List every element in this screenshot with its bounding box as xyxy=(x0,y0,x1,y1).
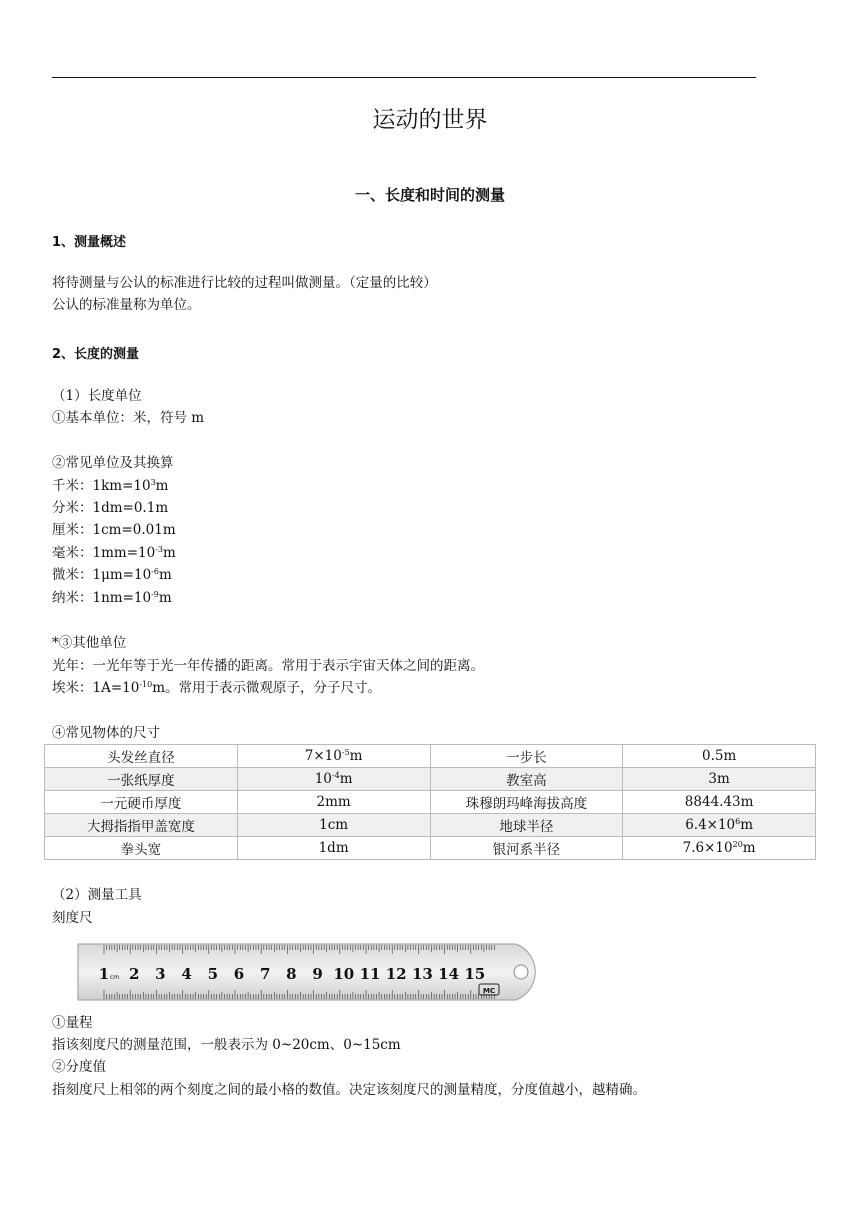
ruler-number: 4 xyxy=(181,965,192,983)
paragraph-measurement-definition: 将待测量与公认的标准进行比较的过程叫做测量。（定量的比较） xyxy=(52,275,437,291)
ruler-numbers xyxy=(99,965,485,983)
table-cell: 拳头宽 xyxy=(45,837,238,860)
subheading-other-units: *③其他单位 xyxy=(52,635,127,651)
table-cell: $7.6\times 10^{20}m$ xyxy=(623,837,816,860)
division-text: 指刻度尺上相邻的两个刻度之间的最小格的数值。决定该刻度尺的测量精度，分度值越小，越精确。 xyxy=(52,1082,646,1098)
ruler-number: 5 xyxy=(207,965,219,983)
conversion-cm: 厘米：1cm=0.01m xyxy=(52,522,176,538)
ruler-number: 7 xyxy=(259,965,271,983)
table-cell: 大拇指指甲盖宽度 xyxy=(45,814,238,837)
light-year-line: 光年：一光年等于光一年传播的距离。常用于表示宇宙天体之间的距离。 xyxy=(52,658,484,674)
table-row xyxy=(45,745,816,768)
table-cell: 2mm xyxy=(237,791,430,814)
page-title: 运动的世界 xyxy=(372,107,488,133)
subheading-object-sizes: ④常见物体的尺寸 xyxy=(52,725,160,741)
ruler-number: 11 xyxy=(359,965,381,983)
ruler-number: 14 xyxy=(438,965,460,983)
table-cell: 银河系半径 xyxy=(430,837,623,860)
ruler-number: 1 xyxy=(98,965,110,983)
subheading-measuring-tools: （2）测量工具 xyxy=(52,887,142,903)
subheading-division: ②分度值 xyxy=(52,1059,106,1075)
table-cell: 一张纸厚度 xyxy=(45,768,238,791)
conversion-um: 微米：$1\mu m=10^{-6}m$ xyxy=(52,567,172,583)
table-row xyxy=(45,768,816,791)
table-cell: 地球半径 xyxy=(430,814,623,837)
heading-measurement-overview: 1、测量概述 xyxy=(52,235,127,250)
table-cell: 珠穆朗玛峰海拔高度 xyxy=(430,791,623,814)
subheading-common-units: ②常见单位及其换算 xyxy=(52,455,174,471)
table-cell: 一步长 xyxy=(430,745,623,768)
subheading-length-units: （1）长度单位 xyxy=(52,388,142,404)
table-cell: $7\times 10^{-5}m$ xyxy=(237,745,430,768)
table-cell: 一元硬币厚度 xyxy=(45,791,238,814)
table-row xyxy=(45,837,816,860)
table-cell: $6.4\times 10^6m$ xyxy=(623,814,816,837)
ruler-number: 10 xyxy=(333,965,355,983)
table-cell: 0.5m xyxy=(623,745,816,768)
table-row xyxy=(45,814,816,837)
ruler-number: 8 xyxy=(286,965,297,983)
ruler-number: 6 xyxy=(233,965,245,983)
conversion-dm: 分米：1dm=0.1m xyxy=(52,500,169,516)
ruler-number: 13 xyxy=(411,965,433,983)
paragraph-unit-definition: 公认的标准量称为单位。 xyxy=(52,297,201,313)
ruler-unit-label: cm xyxy=(110,974,120,981)
ruler-image xyxy=(76,940,552,1004)
table-cell: 1dm xyxy=(237,837,430,860)
range-text: 指该刻度尺的测量范围，一般表示为 0~20cm、0~15cm xyxy=(52,1037,401,1053)
conversion-mm: 毫米：$1mm=10^{-3}m$ xyxy=(52,545,176,561)
table-cell: 1cm xyxy=(237,814,430,837)
table-cell: 3m xyxy=(623,768,816,791)
object-sizes-table xyxy=(44,744,816,860)
section-title: 一、长度和时间的测量 xyxy=(354,186,505,204)
ruler-hang-hole xyxy=(514,965,528,979)
table-cell: 教室高 xyxy=(430,768,623,791)
ruler-number: 15 xyxy=(464,965,486,983)
heading-length-measurement: 2、长度的测量 xyxy=(52,347,140,362)
ruler-brand-label: MC xyxy=(482,987,496,995)
conversion-nm: 纳米：$1nm=10^{-9}m$ xyxy=(52,590,172,606)
table-row xyxy=(45,791,816,814)
table-cell: 头发丝直径 xyxy=(45,745,238,768)
header-rule xyxy=(52,77,756,78)
ruler-number: 2 xyxy=(128,965,140,983)
table-cell: 8844.43m xyxy=(623,791,816,814)
ruler-number: 9 xyxy=(312,965,323,983)
base-unit-line: ①基本单位：米，符号 m xyxy=(52,410,205,426)
conversion-km: 千米：$1km=10^3m$ xyxy=(52,478,169,494)
ruler-number: 12 xyxy=(385,965,407,983)
ruler-number: 3 xyxy=(155,965,166,983)
subheading-range: ①量程 xyxy=(52,1015,93,1031)
angstrom-line: 埃米：$1A=10^{-10}m$。常用于表示微观原子，分子尺寸。 xyxy=(52,680,382,696)
ruler-label: 刻度尺 xyxy=(52,910,93,926)
table-cell: $10^{-4}m$ xyxy=(237,768,430,791)
